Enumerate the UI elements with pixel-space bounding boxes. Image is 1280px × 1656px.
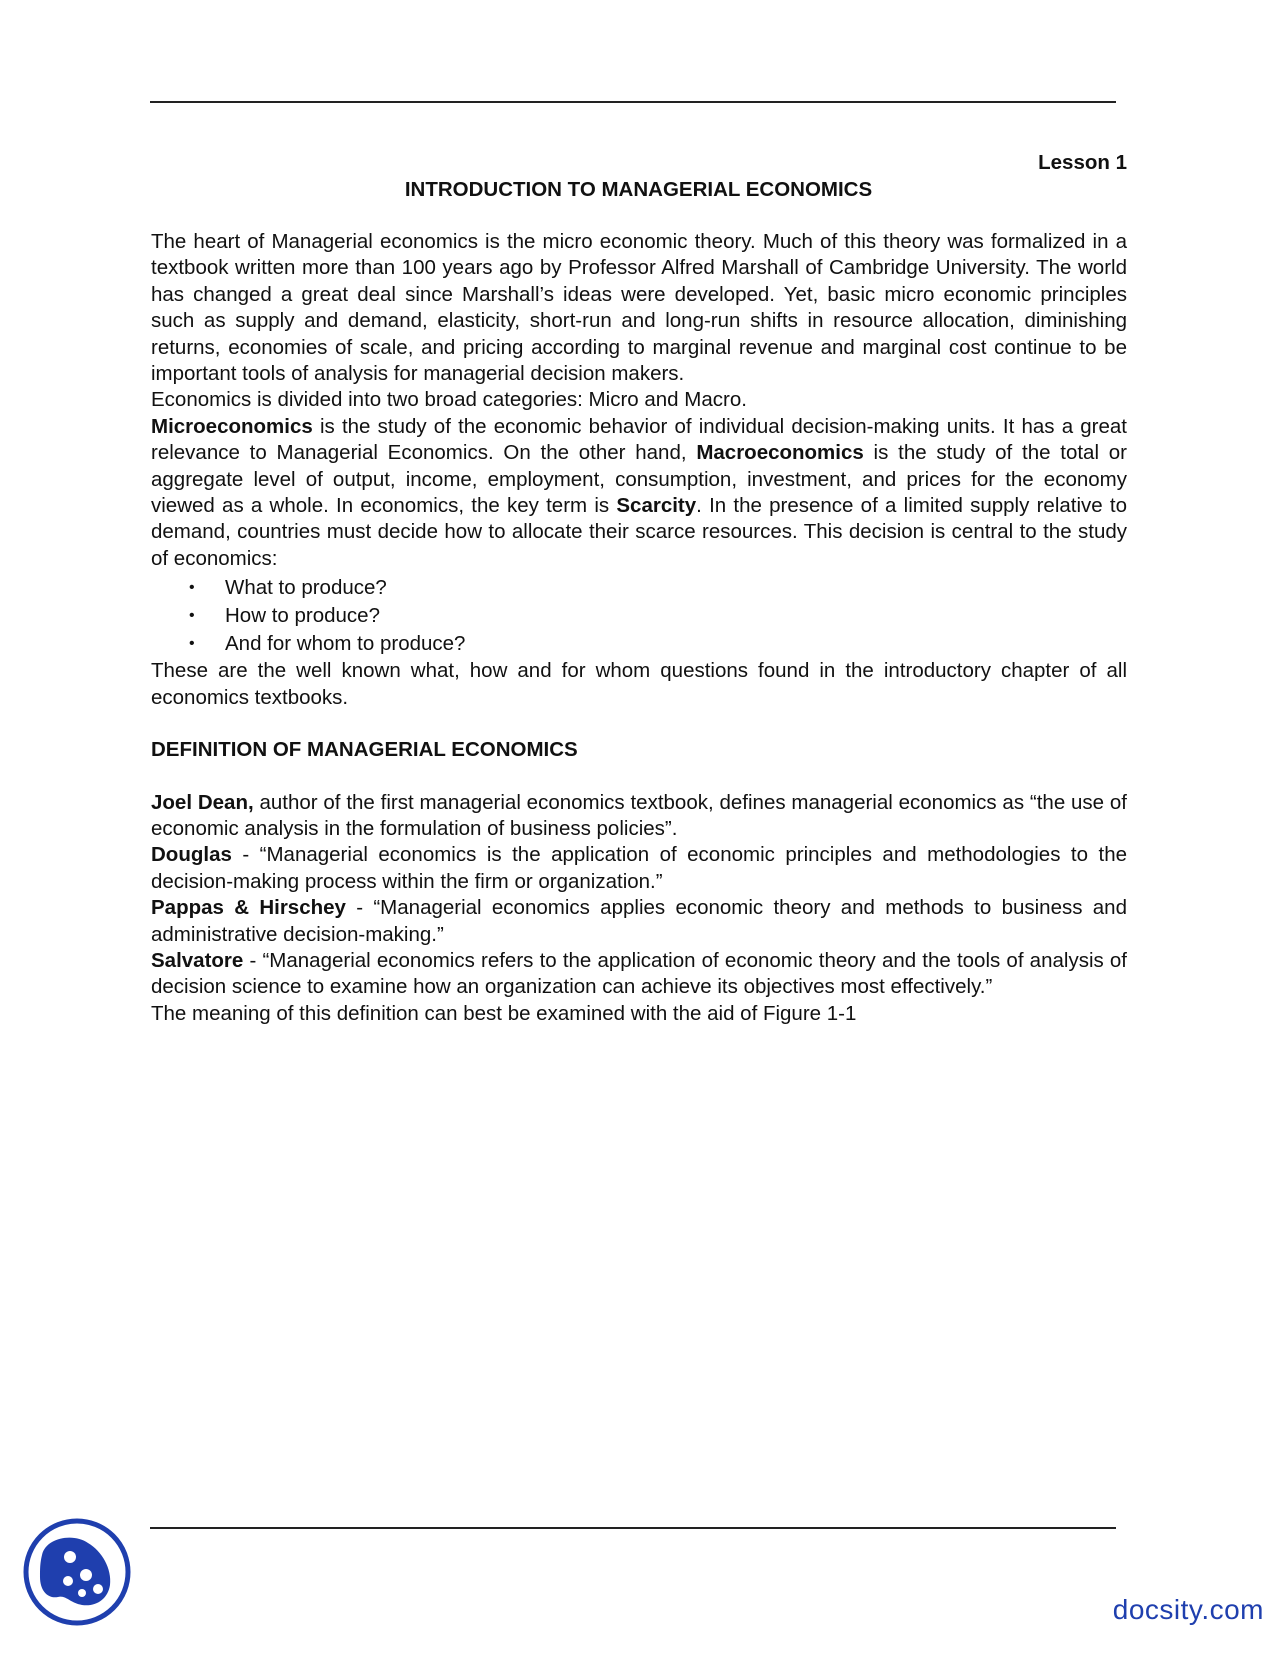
bottom-rule	[150, 1527, 1116, 1529]
micro-macro-paragraph: Microeconomics is the study of the economic behavior of individual decision-making units. It has a great relevance to Managerial Economics. On the other hand, Macroeconomics is the study of the total or aggregate level of output, income, employment, consumption, investment, and prices for the economy viewed as a whole. In economics, the key term is Scarcity. In the presence of a limited supply relative to demand, countries must decide how to allocate their scarce resources. This decision is central to the study of economics:	[151, 414, 1127, 570]
bullet-icon: •	[189, 579, 195, 597]
term-microeconomics: Microeconomics	[151, 414, 313, 438]
definition-pappas-hirschey: Pappas & Hirschey - “Managerial economics applies economic theory and methods to business and administrative decision-making.”	[151, 896, 1127, 946]
section-heading: DEFINITION OF MANAGERIAL ECONOMICS	[151, 738, 578, 762]
bullet-icon: •	[189, 607, 195, 625]
lesson-label: Lesson 1	[1038, 151, 1127, 174]
definition-douglas: Douglas - “Managerial economics is the application of economic principles and methodologies to the decision-making process within the firm or organization.”	[151, 843, 1127, 893]
definition-salvatore: Salvatore - “Managerial economics refers to the application of economic theory and the tools of analysis of decision science to examine how an organization can achieve its objectives most effectively.”	[151, 948, 1127, 999]
questions-list	[151, 574, 1127, 658]
bullet-icon: •	[189, 635, 195, 653]
list-item: • What to produce?	[151, 574, 1127, 602]
intro-paragraph: The heart of Managerial economics is the micro economic theory. Much of this theory was formalized in a textbook written more than 100 years ago by Professor Alfred Marshall of Cambridge University. The world has changed a great deal since Marshall’s ideas were developed. Yet, basic micro economic principles such as supply and demand, elasticity, short-run and long-run shifts in resource allocation, diminishing returns, economies of scale, and pricing according to marginal revenue and marginal cost continue to be important tools of analysis for managerial decision makers.	[151, 230, 1127, 386]
document-body	[151, 229, 1127, 1027]
definition-joel-dean: Joel Dean, author of the first managerial economics textbook, defines managerial economics as “the use of economic analysis in the formulation of business policies”.	[151, 790, 1127, 840]
term-macroeconomics: Macroeconomics	[696, 441, 864, 465]
questions-summary-paragraph: These are the well known what, how and for whom questions found in the introductory chapter of all economics textbooks.	[151, 659, 1127, 709]
term-scarcity: Scarcity	[616, 494, 697, 518]
docsity-logo-icon[interactable]	[22, 1517, 132, 1627]
list-item: • How to produce?	[151, 602, 1127, 630]
categories-paragraph: Economics is divided into two broad categories: Micro and Macro.	[151, 388, 747, 412]
list-item: • And for whom to produce?	[151, 630, 1127, 658]
page-title: INTRODUCTION TO MANAGERIAL ECONOMICS	[404, 178, 873, 201]
brand-link[interactable]: docsity.com	[1112, 1594, 1264, 1625]
closing-sentence: The meaning of this definition can best be examined with the aid of Figure 1-1	[151, 1001, 857, 1025]
top-rule	[150, 101, 1116, 103]
